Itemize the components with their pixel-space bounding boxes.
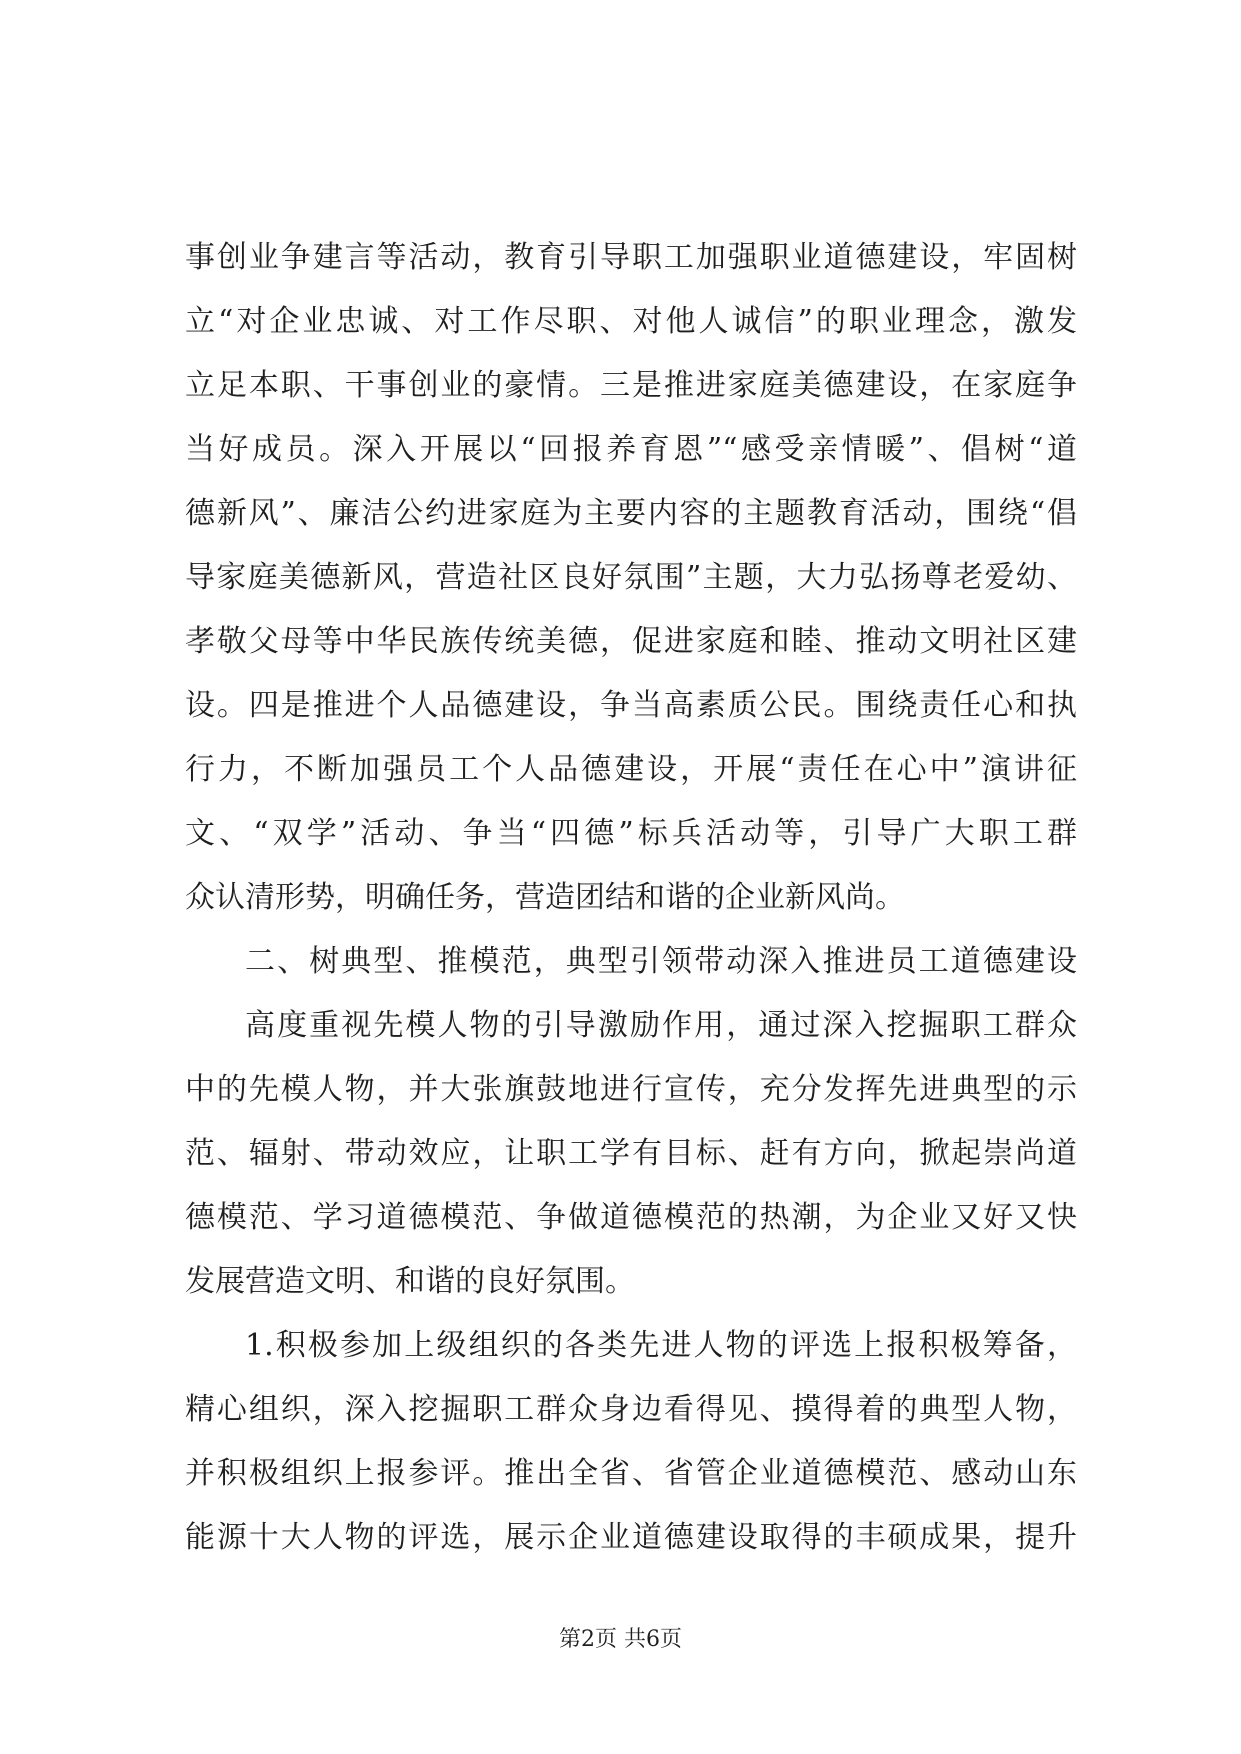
- text-line: 德模范、学习道德模范、争做道德模范的热潮，为企业又好又快: [185, 1200, 1077, 1235]
- text-line: 立足本职、干事创业的豪情。三是推进家庭美德建设，在家庭争: [185, 368, 1077, 403]
- text-line: 事创业争建言等活动，教育引导职工加强职业道德建设，牢固树: [185, 240, 1077, 275]
- section-heading: 二、树典型、推模范，典型引领带动深入推进员工道德建设: [245, 944, 1077, 979]
- text-line: 行力，不断加强员工个人品德建设，开展“责任在心中”演讲征: [185, 752, 1077, 787]
- text-line: 能源十大人物的评选，展示企业道德建设取得的丰硕成果，提升: [185, 1520, 1077, 1555]
- body-text: [185, 226, 1077, 1570]
- text-line: 中的先模人物，并大张旗鼓地进行宣传，充分发挥先进典型的示: [185, 1072, 1077, 1107]
- text-line: 并积极组织上报参评。推出全省、省管企业道德模范、感动山东: [185, 1456, 1077, 1491]
- text-line: 导家庭美德新风，营造社区良好氛围”主题，大力弘扬尊老爱幼、: [185, 560, 1077, 595]
- text-line: 设。四是推进个人品德建设，争当高素质公民。围绕责任心和执: [185, 688, 1077, 723]
- text-line: 众认清形势，明确任务，营造团结和谐的企业新风尚。: [185, 880, 905, 915]
- text-line: 文、“双学”活动、争当“四德”标兵活动等，引导广大职工群: [185, 816, 1077, 851]
- text-line: 孝敬父母等中华民族传统美德，促进家庭和睦、推动文明社区建: [185, 624, 1077, 659]
- text-line: 发展营造文明、和谐的良好氛围。: [185, 1264, 635, 1299]
- numbered-item-line: 1.积极参加上级组织的各类先进人物的评选上报积极筹备，: [245, 1328, 1077, 1363]
- text-line: 德新风”、廉洁公约进家庭为主要内容的主题教育活动，围绕“倡: [185, 496, 1077, 531]
- text-line: 范、辐射、带动效应，让职工学有目标、赶有方向，掀起崇尚道: [185, 1136, 1077, 1171]
- page-footer: 第2页 共6页: [559, 1627, 682, 1652]
- text-line: 当好成员。深入开展以“回报养育恩”“感受亲情暖”、倡树“道: [185, 432, 1077, 467]
- text-line: 高度重视先模人物的引导激励作用，通过深入挖掘职工群众: [245, 1008, 1077, 1043]
- text-line: 精心组织，深入挖掘职工群众身边看得见、摸得着的典型人物，: [185, 1392, 1077, 1427]
- text-line: 立“对企业忠诚、对工作尽职、对他人诚信”的职业理念，激发: [185, 304, 1077, 339]
